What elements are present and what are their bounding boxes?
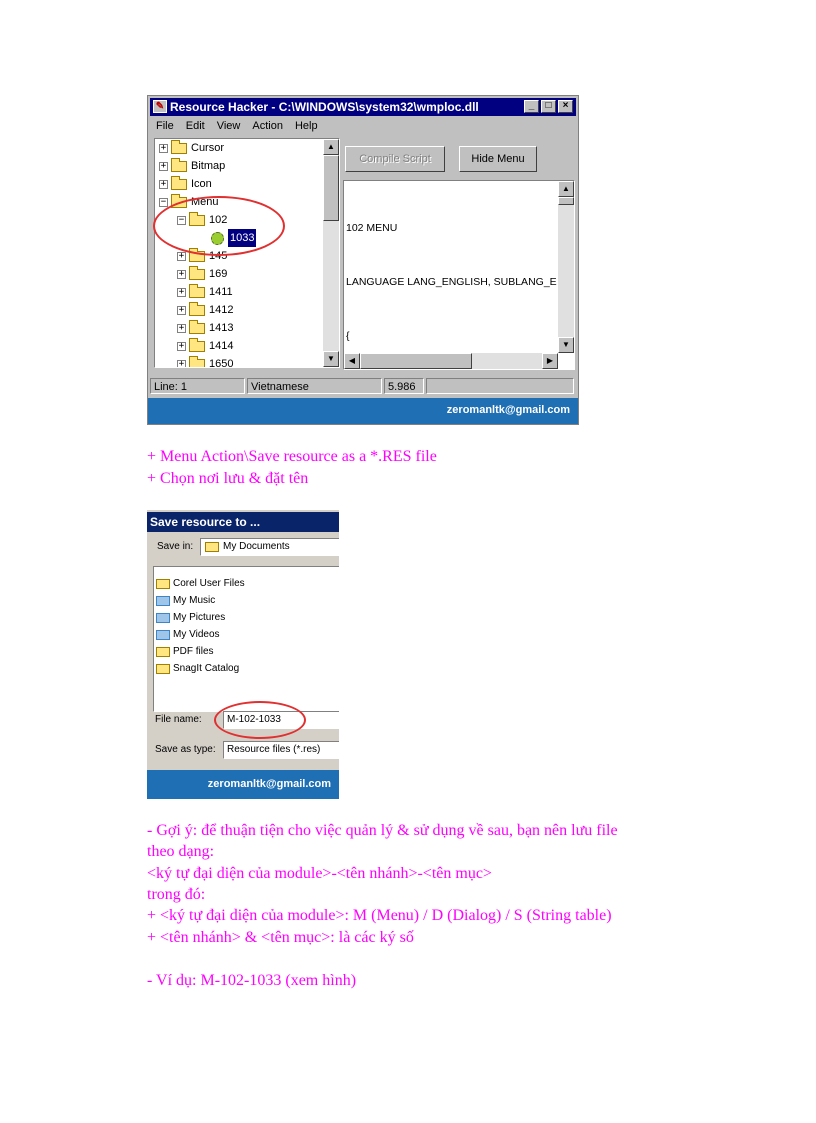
window-title-bar [150,98,576,116]
status-size: 5.986 [384,378,424,394]
tree-item-1412[interactable] [177,301,233,319]
scroll-up-arrow-icon[interactable]: ▲ [323,139,339,155]
tip-line: trong đó: [147,886,206,903]
folder-icon [189,305,205,316]
tree-item-label: Cursor [191,142,225,154]
folder-icon [189,287,205,298]
close-button[interactable]: × [558,100,573,113]
save-resource-dialog [147,510,339,799]
tip-line: + <ký tự đại diện của module>: M (Menu) / D (Dialog) / S (String table) [147,907,612,924]
folder-icon [171,143,187,154]
tree-item-label: Icon [191,178,212,190]
folder-icon [156,647,170,657]
save-as-type-label: Save as type: [155,744,216,755]
list-item[interactable] [156,643,214,660]
list-item-label: SnagIt Catalog [173,663,240,674]
scroll-thumb[interactable] [558,197,574,205]
status-language: Vietnamese [247,378,382,394]
tree-item-icon[interactable] [159,175,212,193]
scroll-left-arrow-icon[interactable]: ◀ [344,353,360,369]
minimize-button[interactable]: _ [524,100,539,113]
tree-item-label: 145 [209,250,228,262]
list-item-label: My Pictures [173,612,226,623]
menu-action[interactable]: Action [252,120,283,132]
menu-bar [150,118,324,134]
email-watermark: zeromanltk@gmail.com [207,778,331,790]
highlight-ring [214,701,306,739]
folder-icon [189,323,205,334]
email-watermark: zeromanltk@gmail.com [446,404,570,416]
tree-vertical-scrollbar[interactable] [323,139,339,367]
hide-menu-button[interactable]: Hide Menu [459,146,537,172]
scroll-down-arrow-icon[interactable]: ▼ [558,337,574,353]
tree-item-label: 1413 [209,322,234,334]
status-empty [426,378,574,394]
save-as-type-dropdown[interactable]: Resource files (*.res) [223,741,339,759]
tree-item-label-selected: 1033 [228,229,256,247]
folder-icon [156,579,170,589]
tree-item-bitmap[interactable] [159,157,225,175]
folder-icon [205,542,219,552]
list-item[interactable] [156,660,239,677]
script-line: { [346,330,350,342]
scroll-thumb[interactable] [323,155,339,221]
tree-item-1413[interactable] [177,319,233,337]
expand-icon[interactable]: + [160,142,167,153]
tree-item-cursor[interactable] [159,139,224,157]
list-item[interactable] [156,592,215,609]
example-line: - Ví dụ: M-102-1033 (xem hình) [147,972,357,989]
tip-line: - Gợi ý: để thuận tiện cho việc quản lý & sử dụng về sau, bạn nên lưu file [147,822,618,839]
highlight-ring [153,196,285,256]
tip-line: <ký tự đại diện của module>-<tên nhánh>-<tên mục> [147,865,492,882]
folder-icon [189,341,205,352]
file-name-input[interactable]: M-102-1033 [223,711,339,729]
list-item[interactable] [156,575,245,592]
file-name-label: File name: [155,714,202,725]
instruction-line: + Menu Action\Save resource as a *.RES file [147,448,437,465]
collapse-icon[interactable]: − [160,196,167,207]
tree-item-label: 1411 [209,286,233,298]
expand-icon[interactable]: + [178,304,185,315]
expand-icon[interactable]: + [178,358,185,368]
scroll-thumb[interactable] [360,353,472,369]
tip-line: theo dạng: [147,843,215,860]
scroll-up-arrow-icon[interactable]: ▲ [558,181,574,197]
scroll-down-arrow-icon[interactable]: ▼ [323,351,339,367]
folder-icon [171,179,187,190]
maximize-button[interactable]: □ [541,100,556,113]
instruction-line: + Chọn nơi lưu & đặt tên [147,470,309,487]
compile-script-button[interactable]: Compile Script [345,146,445,172]
app-icon: ✎ [153,100,167,113]
save-in-value: My Documents [223,541,290,552]
expand-icon[interactable]: + [160,178,167,189]
tree-item-label: 1414 [209,340,234,352]
watermark-bar [147,770,339,799]
tree-item-169[interactable] [177,265,227,283]
watermark-bar [148,398,578,424]
list-item[interactable] [156,626,220,643]
folder-icon [156,664,170,674]
save-in-label: Save in: [157,541,194,552]
tree-item-label: Bitmap [191,160,226,172]
editor-horizontal-scrollbar[interactable] [344,353,558,369]
tip-line: + <tên nhánh> & <tên mục>: là các ký số [147,929,414,946]
tree-item-label: Menu [191,196,219,208]
save-in-dropdown[interactable] [200,538,339,556]
script-editor[interactable] [343,180,575,370]
music-folder-icon [156,596,170,606]
tree-item-label: 1412 [209,304,234,316]
collapse-icon[interactable]: − [178,214,185,225]
status-bar [150,378,576,394]
pictures-folder-icon [156,613,170,623]
list-item[interactable] [156,609,225,626]
folder-icon [171,161,187,172]
expand-icon[interactable]: + [178,340,185,351]
tree-item-1411[interactable] [177,283,233,301]
expand-icon[interactable]: + [178,286,185,297]
tree-item-1414[interactable] [177,337,233,355]
menu-help[interactable]: Help [294,120,318,132]
expand-icon[interactable]: + [178,268,185,279]
list-item-label: My Videos [173,629,220,640]
tree-item-1650[interactable] [177,355,233,368]
window-title: Resource Hacker - C:\WINDOWS\system32\wmploc.dll [170,100,479,114]
scroll-right-arrow-icon[interactable]: ▶ [542,353,558,369]
tree-item-label: 169 [209,268,228,280]
list-item-label: Corel User Files [173,578,245,589]
menu-edit[interactable]: Edit [185,120,205,132]
file-list[interactable] [153,566,339,712]
menu-view[interactable]: View [216,120,241,132]
list-item-label: PDF files [173,646,214,657]
videos-folder-icon [156,630,170,640]
dialog-title: Save resource to ... [147,512,339,532]
menu-file[interactable]: File [156,120,174,132]
status-line: Line: 1 [150,378,245,394]
script-line: 102 MENU [346,222,398,234]
expand-icon[interactable]: + [178,250,185,261]
expand-icon[interactable]: + [160,160,167,171]
resource-hacker-window [147,95,579,425]
folder-icon [189,269,205,280]
list-item-label: My Music [173,595,216,606]
tree-item-label: 102 [209,214,228,226]
folder-icon [189,359,205,369]
script-line: LANGUAGE LANG_ENGLISH, SUBLANG_E [346,276,557,288]
tree-item-label: 1650 [209,358,234,368]
editor-vertical-scrollbar[interactable] [558,181,574,353]
expand-icon[interactable]: + [178,322,185,333]
